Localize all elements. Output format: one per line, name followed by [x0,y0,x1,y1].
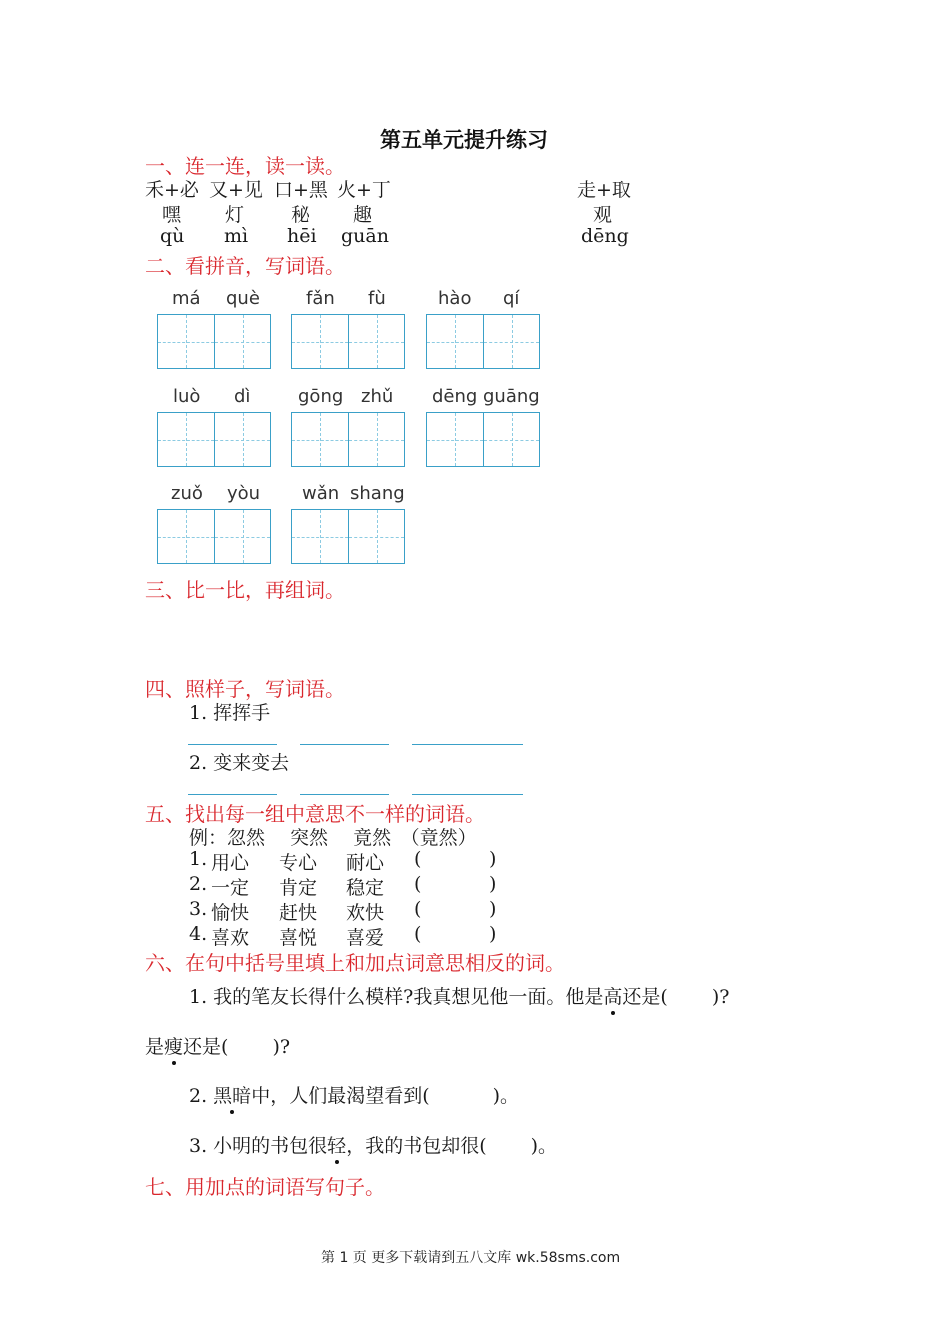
grid-pinyin: shang [350,483,405,504]
answer-bracket-close[interactable]: ) [489,873,497,895]
component-1: 禾+必 [145,179,199,201]
answer-line[interactable] [300,744,389,745]
row-number: 4. [189,923,208,945]
section-7-heading: 七、用加点的词语写句子。 [145,1175,385,1199]
row-number: 1. [189,848,208,870]
component-5: 走+取 [577,179,631,201]
answer-bracket-close[interactable]: ) [489,923,497,945]
section-3-heading: 三、比一比，再组词。 [145,578,345,602]
row-number: 2. [189,873,208,895]
grid-pinyin: fù [368,288,386,309]
writing-grid[interactable] [291,314,405,369]
grid-pinyin: luò [173,386,201,407]
writing-grid[interactable] [426,314,540,369]
character-5: 观 [593,204,613,226]
word-option: 专心 [279,852,318,874]
character-4: 趣 [353,204,373,226]
section-5-heading: 五、找出每一组中意思不一样的词语。 [145,802,485,826]
component-3: 口+黑 [274,179,328,201]
character-1: 嘿 [162,204,182,226]
pinyin-4: guān [341,225,389,247]
word-option: 喜悦 [279,927,318,949]
sentence-1-blank[interactable]: 还是( )? [622,986,730,1008]
writing-grid[interactable] [157,314,271,369]
sentence-2-blank[interactable]: 中，人们最渴望看到( )。 [251,1085,520,1107]
sentence-2 [189,1081,519,1108]
sentence-1-cont-text: 是 [145,1036,165,1058]
page-footer: 第 1 页 更多下载请到五八文库 wk.58sms.com [321,1250,621,1266]
grid-pinyin: yòu [227,483,261,504]
section-2-heading: 二、看拼音，写词语。 [145,254,345,278]
grid-pinyin: zhǔ [361,386,394,407]
word-option: 一定 [211,877,250,899]
word-option: 愉快 [211,902,250,924]
answer-line[interactable] [188,744,277,745]
grid-pinyin: má [172,288,201,309]
character-2: 灯 [225,204,245,226]
grid-pinyin: dēng [432,386,478,407]
writing-grid[interactable] [291,412,405,467]
word-option: 稳定 [346,877,385,899]
word-option: 耐心 [346,852,385,874]
answer-bracket-open[interactable]: ( [414,873,422,895]
grid-pinyin: guāng [483,386,540,407]
answer-line[interactable] [188,794,277,795]
pinyin-3: hēi [287,225,317,247]
word-option: 赶快 [279,902,318,924]
page-title: 第五单元提升练习 [380,127,548,152]
grid-pinyin: fǎn [306,288,335,309]
answer-bracket-open[interactable]: ( [414,898,422,920]
dotted-word-light: 轻 [327,1131,346,1158]
pinyin-2: mì [224,225,249,247]
sentence-1 [189,982,729,1009]
writing-grid[interactable] [426,412,540,467]
sentence-1-text: 1. 我的笔友长得什么模样?我真想见他一面。他是 [189,986,604,1008]
grid-pinyin: hào [438,288,472,309]
grid-pinyin: gōng [298,386,344,407]
word-option: 肯定 [279,877,318,899]
sentence-3 [189,1131,557,1158]
dotted-word-thin: 瘦 [164,1032,183,1059]
sentence-3-blank[interactable]: ，我的书包却很( )。 [346,1135,558,1157]
answer-bracket-close[interactable]: ) [489,898,497,920]
answer-line[interactable] [412,744,523,745]
example-row: 例：忽然 突然 竟然 （竟然） [189,827,477,849]
example-word-1: 1. 挥挥手 [189,702,271,724]
answer-bracket-open[interactable]: ( [414,923,422,945]
answer-bracket-close[interactable]: ) [489,848,497,870]
grid-pinyin: zuǒ [171,483,203,504]
dotted-word-dark: 黑暗 [213,1081,251,1108]
writing-grid[interactable] [291,509,405,564]
section-1-heading: 一、连一连，读一读。 [145,154,345,178]
section-4-heading: 四、照样子，写词语。 [145,677,345,701]
dotted-word-tall: 高 [603,982,622,1009]
word-option: 喜爱 [346,927,385,949]
pinyin-5: dēng [581,225,629,247]
writing-grid[interactable] [157,412,271,467]
pinyin-1: qù [160,225,185,247]
grid-pinyin: qí [503,288,520,309]
writing-grid[interactable] [157,509,271,564]
grid-pinyin: què [226,288,260,309]
word-option: 喜欢 [211,927,250,949]
word-option: 欢快 [346,902,385,924]
component-4: 火+丁 [337,179,391,201]
sentence-1-cont [145,1032,290,1059]
row-number: 3. [189,898,208,920]
section-6-heading: 六、在句中括号里填上和加点词意思相反的词。 [145,951,565,975]
grid-pinyin: wǎn [302,483,340,504]
answer-bracket-open[interactable]: ( [414,848,422,870]
component-2: 又+见 [209,179,263,201]
answer-line[interactable] [412,794,523,795]
example-word-2: 2. 变来变去 [189,752,290,774]
character-3: 秘 [291,204,311,226]
sentence-1-cont-blank[interactable]: 还是( )? [183,1036,291,1058]
sentence-3-text: 3. 小明的书包很 [189,1135,328,1157]
answer-line[interactable] [300,794,389,795]
word-option: 用心 [211,852,250,874]
sentence-2-num: 2. [189,1085,214,1107]
grid-pinyin: dì [234,386,251,407]
